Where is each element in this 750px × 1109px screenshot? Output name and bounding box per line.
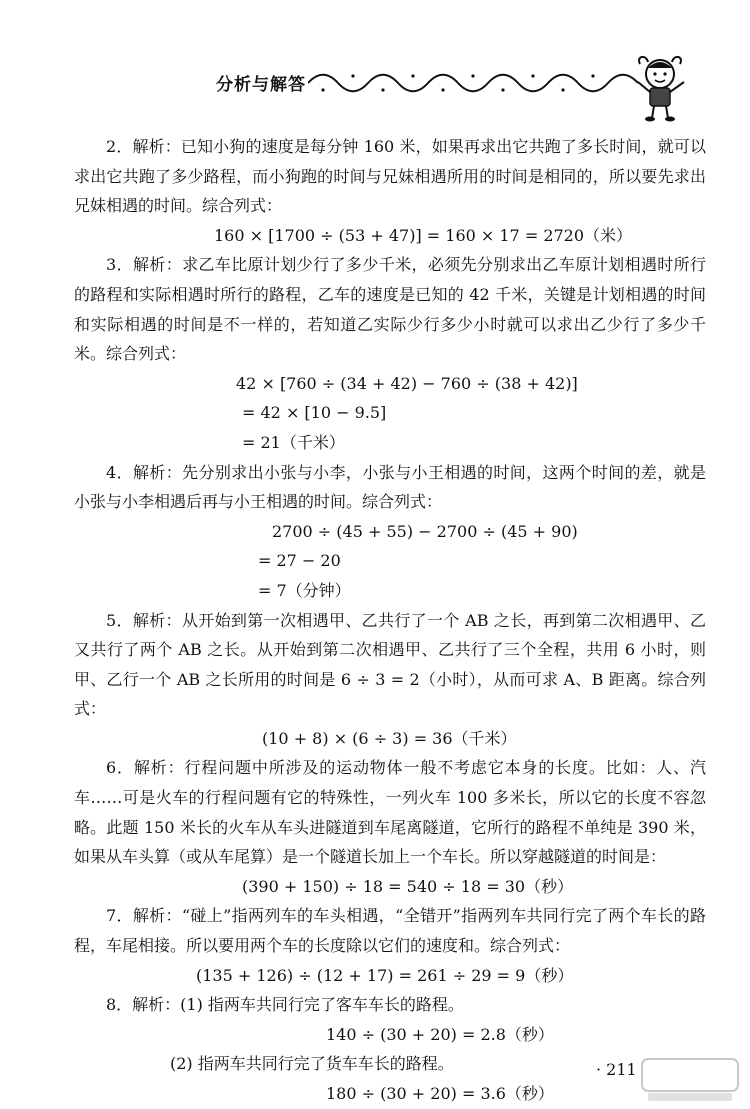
answer-2-equation: 160 × [1700 ÷ (53 + 47)] = 160 × 17 = 2720（米）	[214, 225, 633, 245]
answer-7-paragraph: 7．解析：“碰上”指两列车的车头相遇，“全错开”指两列车共同行完了两个车长的路程，车尾相接。所以要用两个车的长度除以它们的速度和。综合列式：	[74, 906, 706, 956]
answer-6-equation: (390 + 150) ÷ 18 = 540 ÷ 18 = 30（秒）	[242, 876, 574, 896]
answer-3-equation-line-2: = 42 × [10 − 9.5]	[242, 403, 387, 423]
answer-3-paragraph: 3．解析：求乙车比原计划少行了多少千米，必须先分别求出乙车原计划相遇时所行的路程和实际相遇时所行的路程，乙车的速度是已知的 42 千米，关键是计划相遇的时间和实际相遇的时间是不一样的，若知道乙实际少行多少小时就可以求出乙少行了多少千米。综合列式：	[74, 255, 706, 364]
answer-8-paragraph: 8．解析：(1) 指两车共同行完了客车车长的路程。	[106, 995, 464, 1015]
page-number: · 211	[596, 1060, 637, 1079]
answer-3-equation-line-1: 42 × [760 ÷ (34 + 42) − 760 ÷ (38 + 42)]	[236, 373, 578, 393]
watermark-logo-icon	[640, 1055, 740, 1105]
answer-3-equation-line-3: = 21（千米）	[242, 432, 345, 452]
answer-4-equation-line-2: = 27 − 20	[258, 551, 341, 571]
answer-2-paragraph: 2．解析：已知小狗的速度是每分钟 160 米，如果再求出它共跑了多长时间，就可以求出它共跑了多少路程，而小狗跑的时间与兄妹相遇所用的时间是相同的，所以要先求出兄妹相遇的时间。综合列式：	[74, 137, 706, 216]
answer-4-equation-line-1: 2700 ÷ (45 + 55) − 2700 ÷ (45 + 90)	[272, 521, 578, 541]
wave-decoration	[308, 72, 638, 94]
answer-5-paragraph: 5．解析：从开始到第一次相遇甲、乙共行了一个 AB 之长，再到第二次相遇甲、乙又共行了两个 AB 之长。从开始到第二次相遇甲、乙共行了三个全程，共用 6 小时，则甲、乙行一个 AB 之长所用的时间是 6 ÷ 3 = 2（小时），从而可求 A、B 距离。综合列式：	[74, 610, 706, 719]
answer-8-part-2: (2) 指两车共同行完了货车车长的路程。	[170, 1054, 454, 1074]
cartoon-mascot-icon	[628, 52, 692, 124]
answer-8-equation-1: 140 ÷ (30 + 20) = 2.8（秒）	[326, 1024, 554, 1044]
answer-4-paragraph: 4．解析：先分别求出小张与小李，小张与小王相遇的时间，这两个时间的差，就是小张与小李相遇后再与小王相遇的时间。综合列式：	[74, 462, 706, 512]
answer-content	[74, 132, 706, 1109]
answer-6-paragraph: 6．解析：行程问题中所涉及的运动物体一般不考虑它本身的长度。比如：人、汽车……可是火车的行程问题有它的特殊性，一列火车 100 多米长，所以它的长度不容忽略。此题 150 米长的火车从车头进隧道到车尾离隧道，它所行的路程不单纯是 390 米，如果从车头算（或从车尾算）是一个隧道长加上一个车长。所以穿越隧道的时间是：	[74, 758, 706, 867]
answer-8-equation-2: 180 ÷ (30 + 20) = 3.6（秒）	[326, 1084, 554, 1103]
answer-5-equation: (10 + 8) × (6 ÷ 3) = 36（千米）	[262, 728, 517, 748]
answer-4-equation-line-3: = 7（分钟）	[258, 580, 351, 600]
answer-7-equation: (135 + 126) ÷ (12 + 17) = 261 ÷ 29 = 9（秒）	[196, 965, 574, 985]
section-title: 分析与解答	[216, 75, 306, 95]
